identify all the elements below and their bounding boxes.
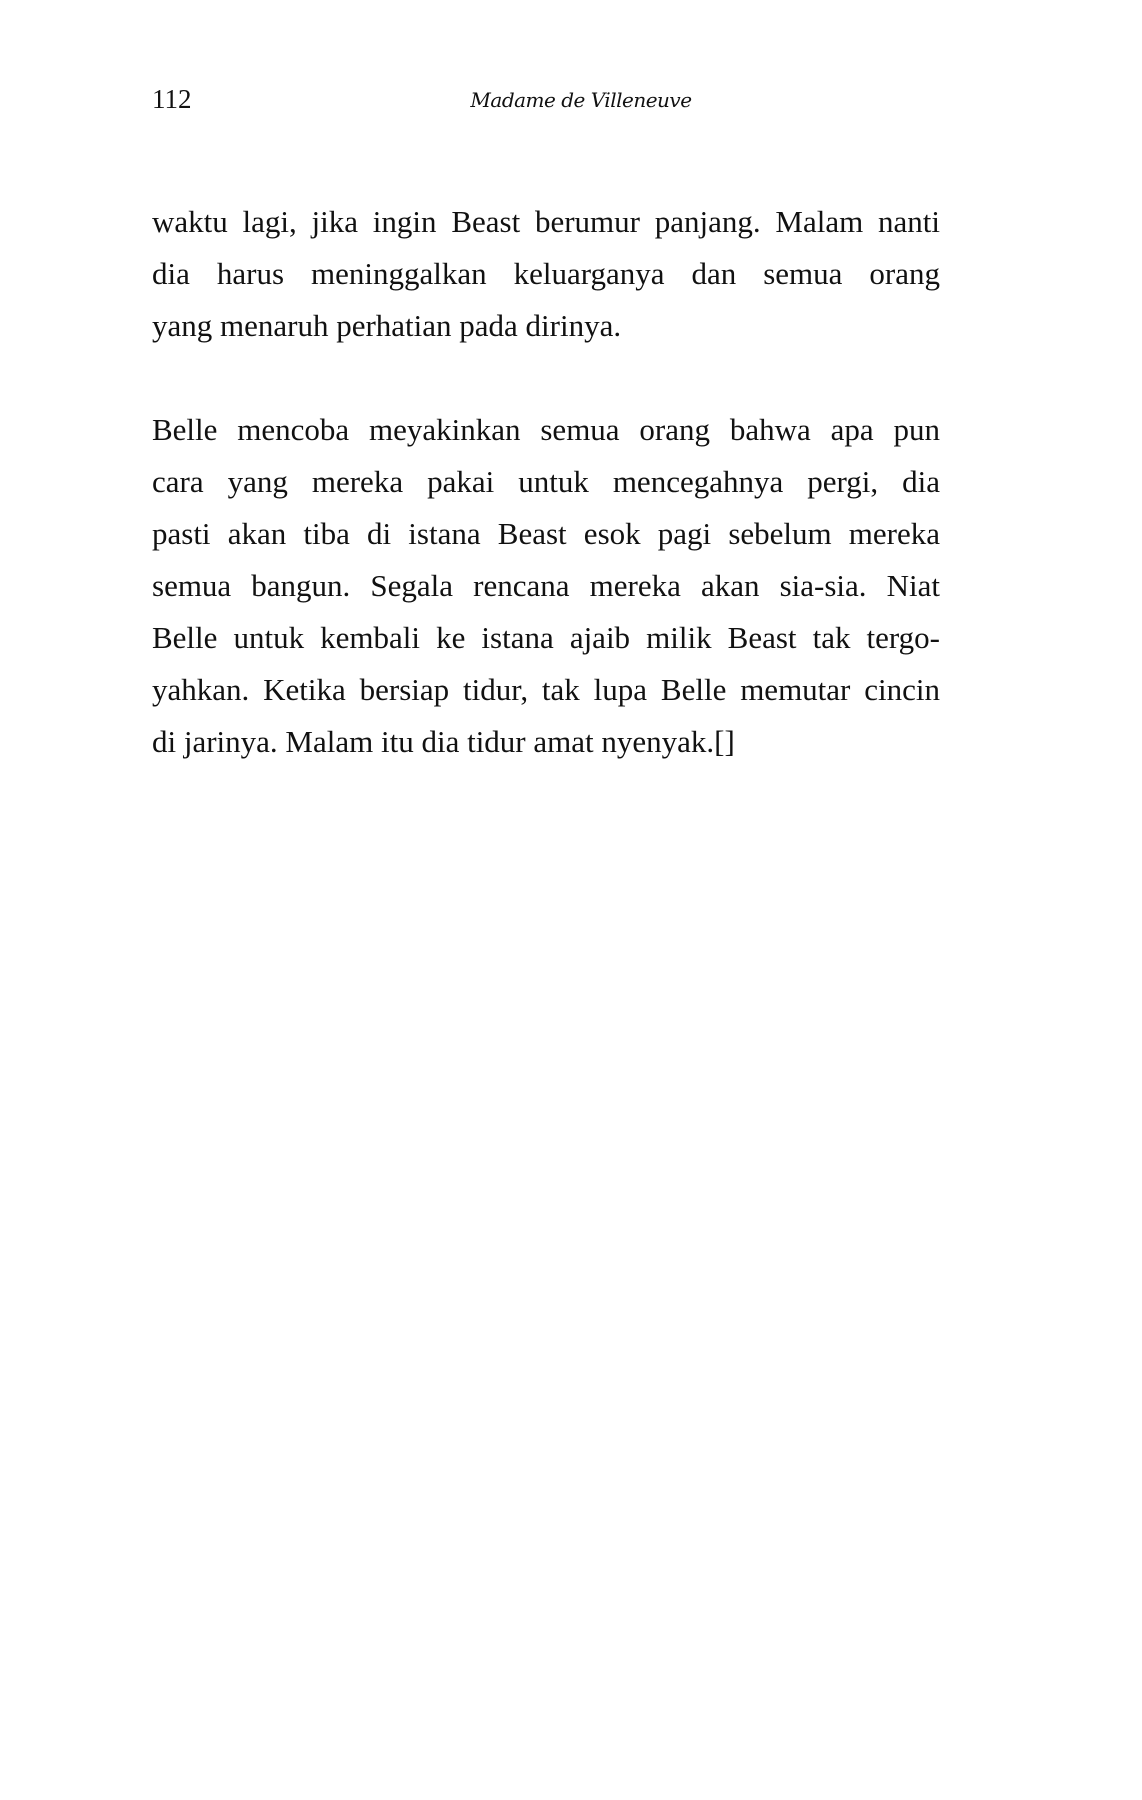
text-line: Belle mencoba meyakinkan semua orang bahwa apa pun (152, 412, 940, 447)
text-line: dia harus meninggalkan keluarganya dan semua orang (152, 256, 940, 291)
text-line: waktu lagi, jika ingin Beast berumur panjang. Malam nanti (152, 204, 940, 239)
text-line: cara yang mereka pakai untuk mencegahnya pergi, dia (152, 464, 940, 499)
text-line: yahkan. Ketika bersiap tidur, tak lupa Belle memutar cincin (152, 672, 940, 707)
paragraph (152, 196, 940, 352)
running-title: Madame de Villeneuve (470, 88, 692, 112)
page-number: 112 (152, 84, 192, 114)
text-line: semua bangun. Segala rencana mereka akan sia-sia. Niat (152, 568, 940, 603)
text-line: di jarinya. Malam itu dia tidur amat nyenyak.[] (152, 724, 735, 759)
body-text (152, 196, 940, 820)
text-line: pasti akan tiba di istana Beast esok pagi sebelum mereka (152, 516, 940, 551)
text-line: Belle untuk kembali ke istana ajaib milik Beast tak tergo- (152, 620, 940, 655)
text-line: yang menaruh perhatian pada dirinya. (152, 308, 622, 343)
paragraph (152, 404, 940, 768)
